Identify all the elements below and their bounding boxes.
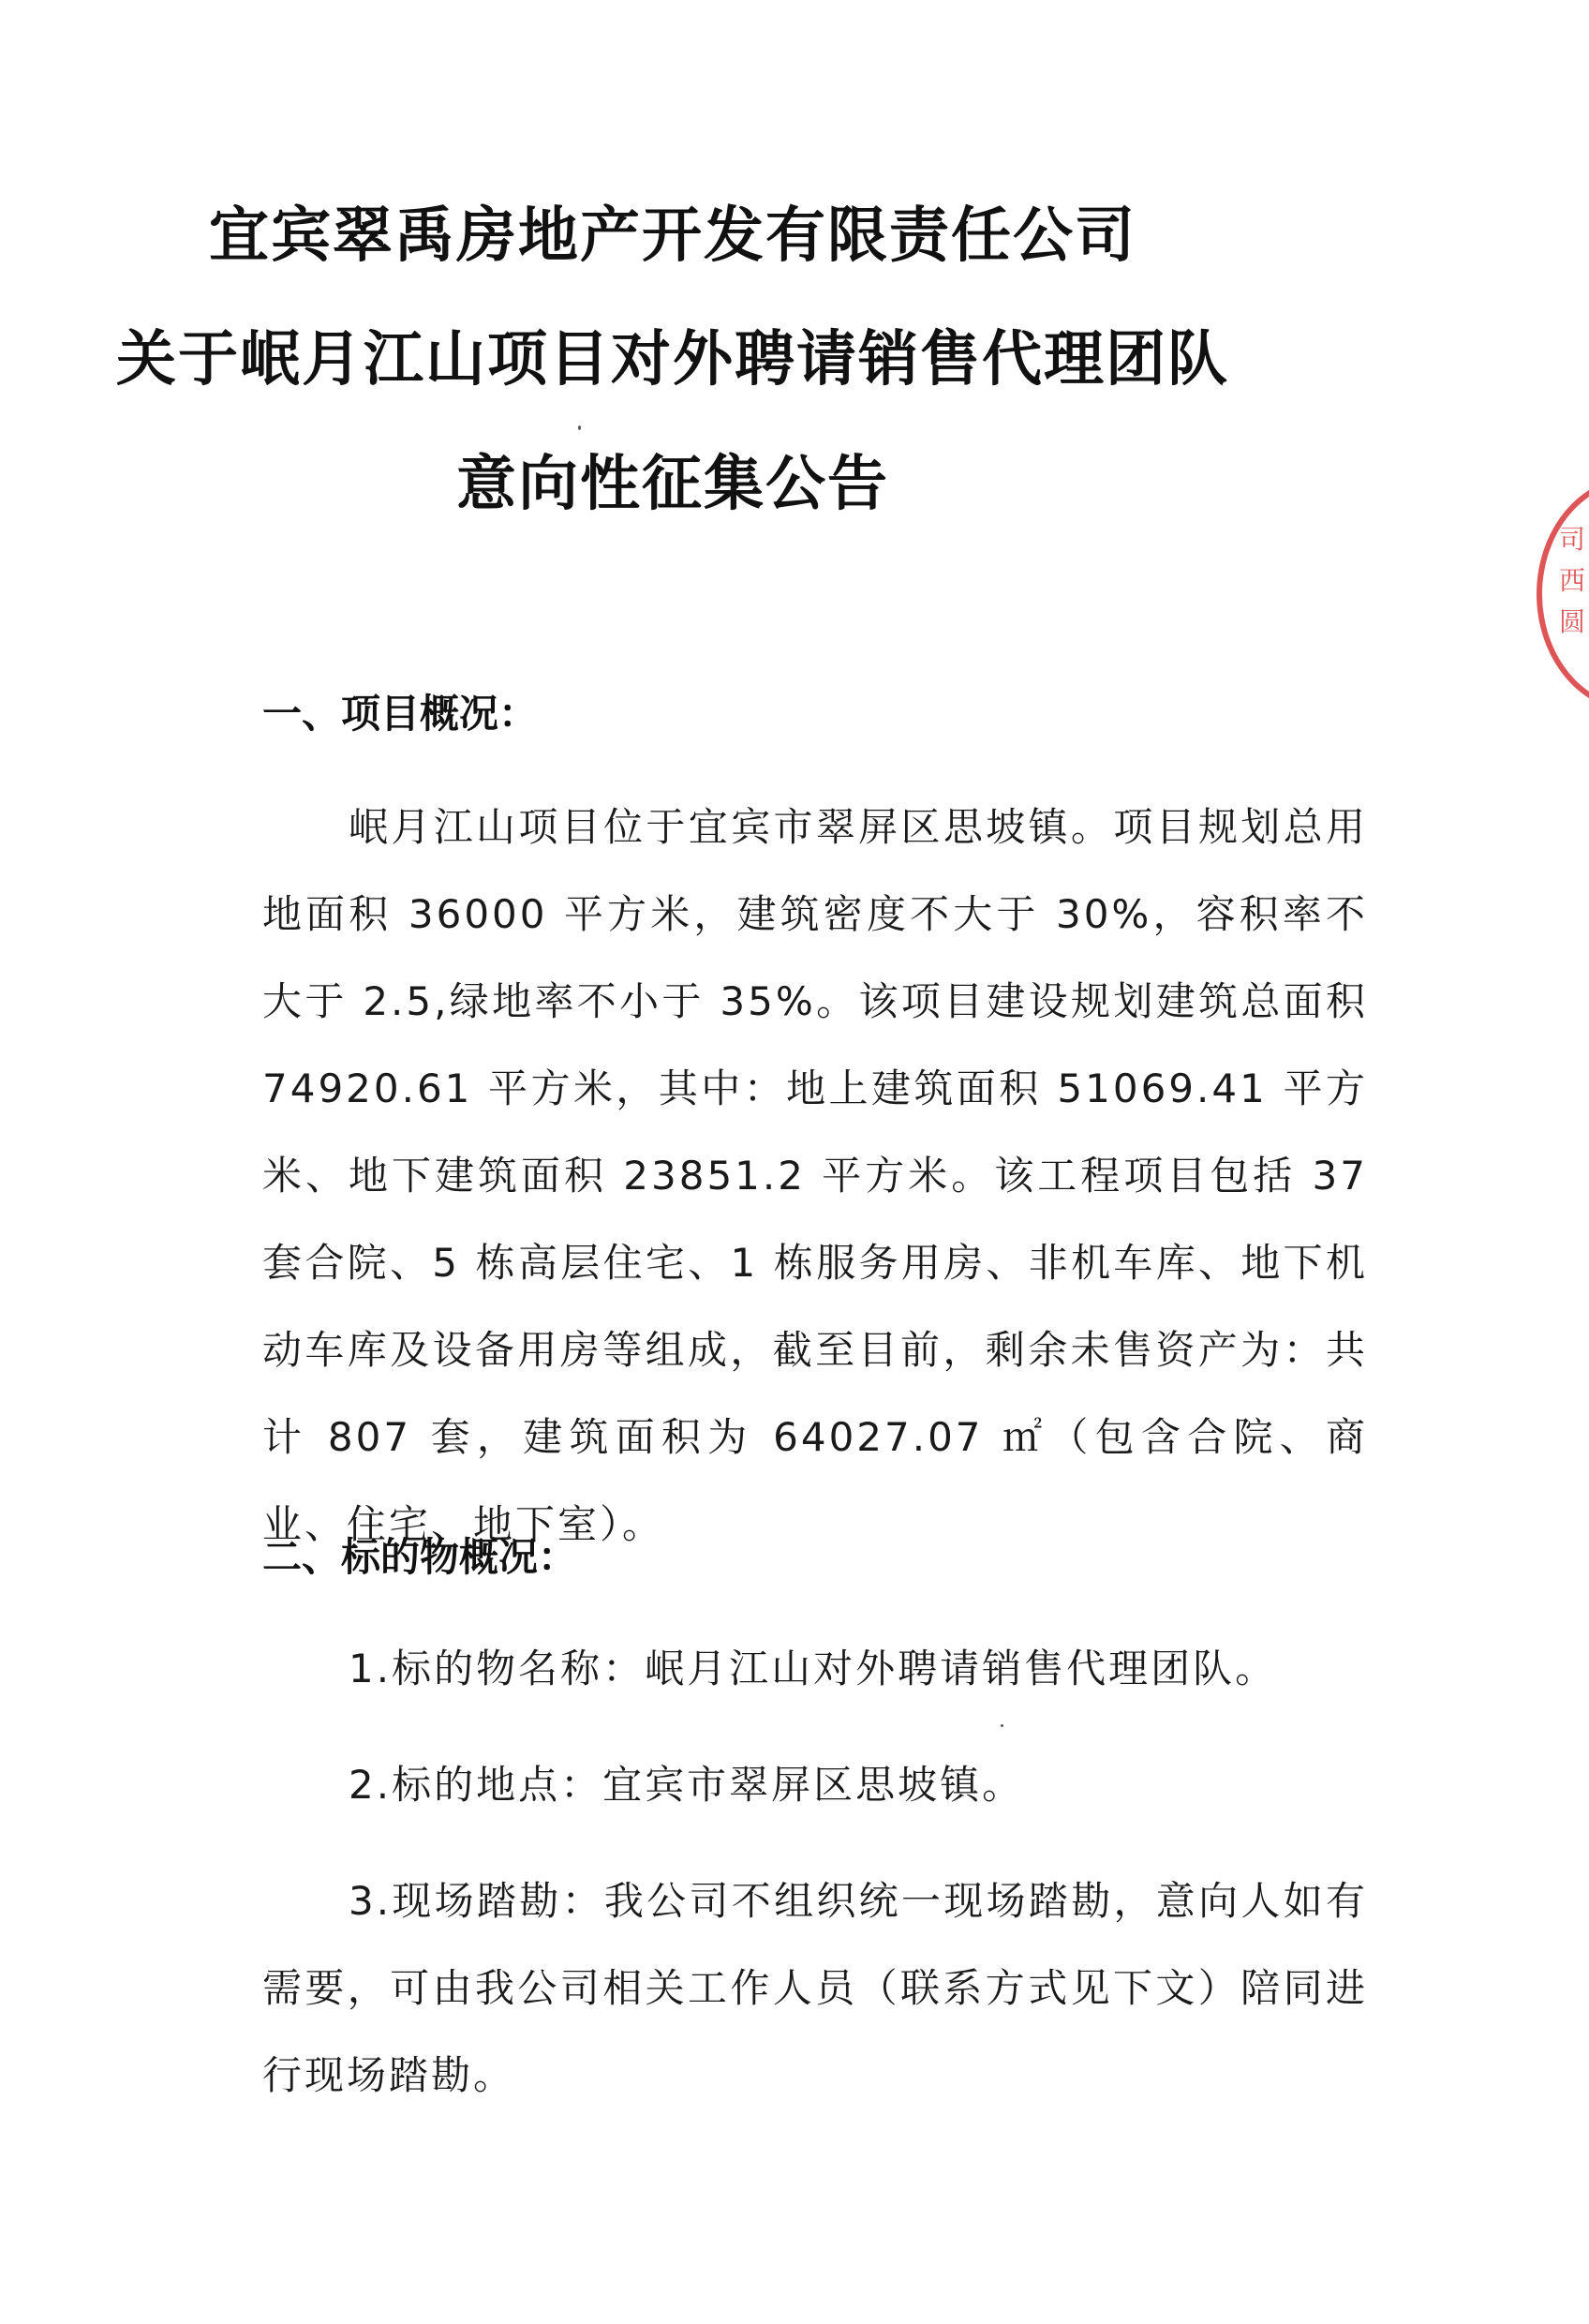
seal-text: 司 西 圆 [1559,524,1586,637]
company-seal-stamp [1537,476,1589,712]
section-1-heading: 一、项目概况： [262,691,539,737]
title-line-2: 关于岷月江山项目对外聘请销售代理团队 [116,324,1229,395]
scan-speck [578,425,581,430]
section-2-item-1: 1.标的物名称：岷月江山对外聘请销售代理团队。 [349,1646,1278,1691]
section-2-item-3: 3.现场踏勘：我公司不组织统一现场踏勘，意向人如有需要，可由我公司相关工作人员（联系方式见下文）陪同进行现场踏勘。 [262,1878,1368,2098]
title-line-1: 宜宾翠禹房地产开发有限责任公司 [209,201,1136,271]
title-line-3: 意向性征集公告 [456,449,889,519]
section-1-body: 岷月江山项目位于宜宾市翠屏区思坡镇。项目规划总用地面积 36000 平方米，建筑密度不大于 30%，容积率不大于 2.5,绿地率不小于 35%。该项目建设规划建筑总面积 74920.61 平方米，其中：地上建筑面积 51069.41 平方米、地下建筑面积 23851.2 平方米。该工程项目包括 37 套合院、5 栋高层住宅、1 栋服务用房、非机车库、地下机动车库及设备用房等组成，截至目前，剩余未售资产为：共计 807 套，建筑面积为 64027.07 ㎡（包含合院、商业、住宅、地下室）。 [262,804,1368,1547]
section-2-heading: 二、标的物概况： [262,1534,578,1580]
section-2-item-2: 2.标的地点：宜宾市翠屏区思坡镇。 [349,1762,1025,1808]
scan-speck [1001,1724,1003,1727]
